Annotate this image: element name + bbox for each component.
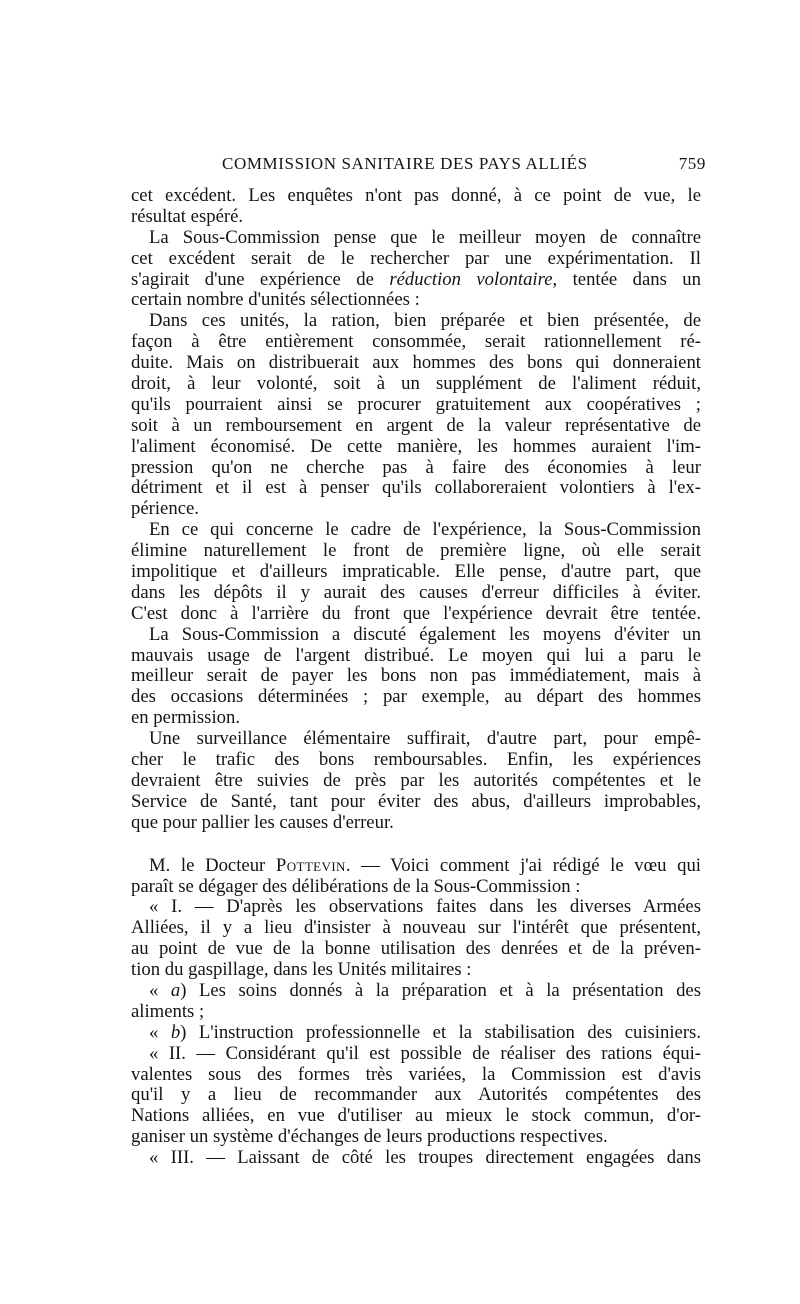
text-line: aliments ; — [131, 1001, 205, 1022]
text-line: meilleur serait de payer les bons non pas immédiatement, mais à — [131, 666, 701, 687]
text-line: valentes sous des formes très variées, la Commission est d'avis — [131, 1064, 701, 1085]
text-line: cet excédent serait de le rechercher par une expérimentation. Il — [131, 248, 701, 269]
text-line: l'aliment économisé. De cette manière, les hommes auraient l'im- — [131, 436, 701, 457]
text-line: tion du gaspillage, dans les Unités militaires : — [131, 960, 472, 981]
text-line: La Sous-Commission a discuté également les moyens d'éviter un — [149, 624, 701, 645]
text-line — [131, 1023, 701, 1044]
text-line — [131, 981, 701, 1002]
text-span: . — Voici comment j'ai rédigé le vœu qui — [345, 855, 701, 876]
text-span: « — [149, 980, 171, 1001]
text-line: « I. — D'après les observations faites dans les diverses Armées — [149, 897, 701, 918]
text-line: paraît se dégager des délibérations de la Sous-Commission : — [131, 876, 581, 897]
running-header — [186, 154, 706, 178]
text-line: périence. — [131, 499, 199, 520]
text-line: « III. — Laissant de côté les troupes directement engagées dans — [149, 1148, 701, 1169]
text-span: « — [149, 1022, 171, 1043]
text-line: En ce qui concerne le cadre de l'expérience, la Sous-Commission — [149, 520, 701, 541]
text-line: dans les dépôts il y aurait des causes d'erreur difficiles à éviter. — [131, 582, 701, 603]
body-text — [131, 186, 701, 1169]
text-line: détriment et il est à penser qu'ils collaboreraient volontiers à l'ex- — [131, 478, 701, 499]
emphasis-text: a — [170, 980, 181, 1001]
text-line: Une surveillance élémentaire suffirait, d'autre part, pour empê- — [149, 729, 701, 750]
text-line: C'est donc à l'arrière du front que l'expérience devrait être tentée. — [131, 603, 701, 624]
text-span: M. le Docteur — [149, 855, 276, 876]
text-line: Alliées, il y a lieu d'insister à nouveau sur l'intérêt que présentent, — [131, 918, 701, 939]
paragraph-gap — [131, 834, 701, 856]
text-line: ganiser un système d'échanges de leurs productions respectives. — [131, 1127, 608, 1148]
text-line — [131, 856, 701, 877]
text-line: Service de Santé, tant pour éviter des abus, d'ailleurs improbables, — [131, 791, 701, 812]
text-line: des occasions déterminées ; par exemple, au départ des hommes — [131, 687, 701, 708]
text-line: Dans ces unités, la ration, bien préparée et bien présentée, de — [149, 311, 701, 332]
text-span: ) Les soins donnés à la préparation et à la présentation des — [180, 980, 701, 1001]
emphasis-text: réduction volontaire — [389, 269, 553, 290]
text-line: duite. Mais on distribuerait aux hommes des bons qui donneraient — [131, 353, 701, 374]
text-line: façon à être entièrement consommée, serait rationnellement ré- — [131, 332, 701, 353]
text-span: s'agirait d'une expérience de — [131, 269, 390, 290]
text-line: en permission. — [131, 708, 240, 729]
text-line: certain nombre d'unités sélectionnées : — [131, 290, 420, 311]
text-line: Nations alliées, en vue d'utiliser au mieux le stock commun, d'or- — [131, 1106, 701, 1127]
text-line: cet excédent. Les enquêtes n'ont pas donné, à ce point de vue, le — [131, 186, 701, 206]
emphasis-text: b — [170, 1022, 181, 1043]
text-line: qu'ils pourraient ainsi se procurer gratuitement aux coopératives ; — [131, 394, 701, 415]
text-span: , tentée dans un — [552, 269, 701, 290]
text-span: ) L'instruction professionnelle et la stabilisation des cuisiniers. — [180, 1022, 701, 1043]
text-line: élimine naturellement le front de première ligne, où elle serait — [131, 541, 701, 562]
header-title: COMMISSION SANITAIRE DES PAYS ALLIÉS — [222, 154, 588, 173]
text-line: devraient être suivies de près par les autorités compétentes et le — [131, 770, 701, 791]
text-line: « II. — Considérant qu'il est possible de réaliser des rations équi- — [149, 1043, 701, 1064]
text-line: droit, à leur volonté, soit à un supplément de l'aliment réduit, — [131, 374, 701, 395]
text-line: pression qu'on ne cherche pas à faire des économies à leur — [131, 457, 701, 478]
text-line: qu'il y a lieu de recommander aux Autorités compétentes des — [131, 1085, 701, 1106]
text-line: La Sous-Commission pense que le meilleur moyen de connaître — [149, 227, 701, 248]
text-line: impolitique et d'ailleurs impraticable. Elle pense, d'autre part, que — [131, 562, 701, 583]
text-line: mauvais usage de l'argent distribué. Le moyen qui lui a paru le — [131, 645, 701, 666]
speaker-name: Pottevin — [275, 855, 346, 876]
text-line: que pour pallier les causes d'erreur. — [131, 812, 394, 833]
page-number: 759 — [678, 154, 706, 173]
text-line: résultat espéré. — [131, 206, 244, 227]
text-line — [131, 270, 701, 291]
text-line: cher le trafic des bons remboursables. Enfin, les expériences — [131, 750, 701, 771]
text-line: soit à un remboursement en argent de la valeur représentative de — [131, 415, 701, 436]
text-line: au point de vue de la bonne utilisation des denrées et de la préven- — [131, 939, 701, 960]
